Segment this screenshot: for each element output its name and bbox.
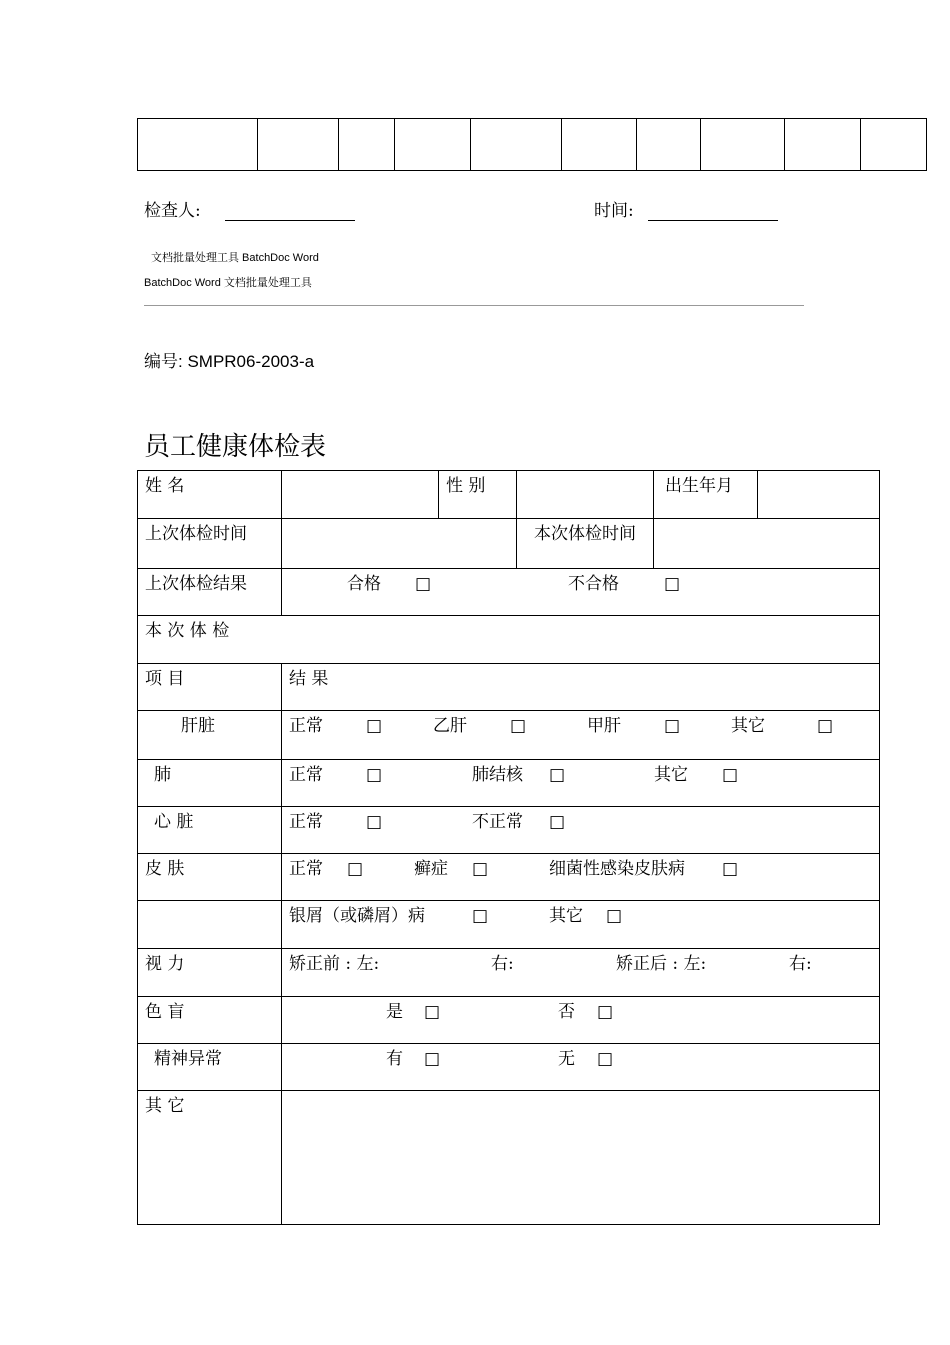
this-exam-time-input[interactable]	[654, 519, 880, 569]
mental-yes-checkbox[interactable]: □	[424, 1049, 441, 1069]
top-cell[interactable]	[395, 119, 471, 171]
top-cell[interactable]	[339, 119, 395, 171]
skin-normal-checkbox[interactable]: □	[347, 859, 364, 879]
heart-abnormal-checkbox[interactable]: □	[549, 812, 566, 832]
colorblind-no-checkbox[interactable]: □	[597, 1002, 614, 1022]
colorblind-yes-checkbox[interactable]: □	[424, 1002, 441, 1022]
heart-normal-label: 正常	[289, 812, 323, 832]
heart-abnormal-label: 不正常	[472, 812, 523, 832]
vision-after-right-label: 右:	[789, 954, 812, 974]
top-cell[interactable]	[637, 119, 701, 171]
skin-continued-cell	[138, 901, 282, 949]
other-label-cell	[138, 1091, 282, 1225]
mental-no-label: 无	[558, 1049, 575, 1069]
last-exam-result-label: 上次体检结果	[145, 574, 247, 594]
mental-yes-label: 有	[386, 1049, 403, 1069]
vision-before-right-label: 右:	[491, 954, 514, 974]
name-label: 姓 名	[145, 476, 185, 496]
result-label: 结 果	[289, 669, 329, 689]
liver-other-checkbox[interactable]: □	[817, 716, 834, 736]
colorblind-label: 色 盲	[145, 1002, 185, 1022]
time-signature-line[interactable]	[648, 202, 778, 221]
gender-input[interactable]	[517, 471, 654, 519]
vision-label-cell	[138, 949, 282, 997]
colorblind-label-cell	[138, 997, 282, 1044]
page-title: 员工健康体检表	[144, 432, 327, 462]
lung-other-checkbox[interactable]: □	[722, 765, 739, 785]
section-header: 本 次 体 检	[145, 621, 230, 641]
this-exam-time-label-cell	[517, 519, 654, 569]
other-label: 其 它	[145, 1096, 185, 1116]
colorblind-options	[282, 997, 880, 1044]
skin-options	[282, 854, 880, 901]
gender-label-cell	[439, 471, 517, 519]
lung-tb-label: 肺结核	[472, 765, 523, 785]
colorblind-yes-label: 是	[386, 1002, 403, 1022]
inspector-signature-line[interactable]	[225, 202, 355, 221]
lung-normal-checkbox[interactable]: □	[366, 765, 383, 785]
watermark-line-2: BatchDoc Word 文档批量处理工具	[144, 277, 312, 289]
heart-label-cell	[138, 807, 282, 854]
inspector-label: 检查人:	[144, 201, 201, 221]
colorblind-no-label: 否	[558, 1002, 575, 1022]
watermark-line-1: 文档批量处理工具 BatchDoc Word	[151, 252, 319, 264]
other-input[interactable]	[282, 1091, 880, 1225]
liver-other-label: 其它	[731, 716, 765, 736]
mental-label-cell	[138, 1044, 282, 1091]
result-label-cell	[282, 664, 880, 711]
top-empty-table	[137, 118, 927, 171]
item-label-cell	[138, 664, 282, 711]
last-exam-result-options	[282, 569, 880, 616]
health-exam-form	[137, 470, 880, 1225]
top-cell[interactable]	[258, 119, 339, 171]
lung-label: 肺	[154, 765, 171, 785]
vision-after-left-label: 矫正后 : 左:	[616, 954, 707, 974]
inspector-row	[144, 196, 355, 221]
name-input[interactable]	[282, 471, 439, 519]
skin-ringworm-label: 癣症	[414, 859, 448, 879]
lung-other-label: 其它	[654, 765, 688, 785]
mental-label: 精神异常	[154, 1049, 222, 1069]
top-cell[interactable]	[562, 119, 637, 171]
liver-hepb-checkbox[interactable]: □	[510, 716, 527, 736]
skin-label: 皮 肤	[145, 859, 185, 879]
liver-hepb-label: 乙肝	[433, 716, 467, 736]
time-row	[594, 196, 778, 221]
lung-tb-checkbox[interactable]: □	[549, 765, 566, 785]
birth-label-cell	[654, 471, 758, 519]
liver-hepa-checkbox[interactable]: □	[664, 716, 681, 736]
liver-label-cell	[138, 711, 282, 760]
fail-label: 不合格	[568, 574, 619, 594]
time-label: 时间:	[594, 201, 634, 221]
lung-options	[282, 760, 880, 807]
skin-normal-label: 正常	[289, 859, 323, 879]
lung-label-cell	[138, 760, 282, 807]
skin-psoriasis-checkbox[interactable]: □	[472, 906, 489, 926]
liver-label: 肝脏	[181, 716, 215, 736]
last-exam-time-label-cell	[138, 519, 282, 569]
divider	[144, 305, 804, 306]
pass-checkbox[interactable]: □	[415, 574, 432, 594]
top-cell[interactable]	[471, 119, 562, 171]
heart-label: 心 脏	[154, 812, 194, 832]
top-cell[interactable]	[701, 119, 785, 171]
liver-options	[282, 711, 880, 760]
vision-before-left-label: 矫正前 : 左:	[289, 954, 380, 974]
last-exam-result-label-cell	[138, 569, 282, 616]
skin-other-label: 其它	[549, 906, 583, 926]
top-cell[interactable]	[861, 119, 927, 171]
name-label-cell	[138, 471, 282, 519]
vision-label: 视 力	[145, 954, 185, 974]
item-label: 项 目	[145, 669, 185, 689]
lung-normal-label: 正常	[289, 765, 323, 785]
liver-normal-checkbox[interactable]: □	[366, 716, 383, 736]
skin-options-2	[282, 901, 880, 949]
section-header-cell	[138, 616, 880, 664]
skin-other-checkbox[interactable]: □	[606, 906, 623, 926]
skin-psoriasis-label: 银屑（或磷屑）病	[289, 906, 425, 926]
skin-bacterial-label: 细菌性感染皮肤病	[549, 859, 685, 879]
heart-normal-checkbox[interactable]: □	[366, 812, 383, 832]
last-exam-time-input[interactable]	[282, 519, 517, 569]
gender-label: 性 别	[446, 476, 486, 496]
liver-normal-label: 正常	[289, 716, 323, 736]
skin-ringworm-checkbox[interactable]: □	[472, 859, 489, 879]
heart-options	[282, 807, 880, 854]
top-cell[interactable]	[785, 119, 861, 171]
birth-label: 出生年月	[665, 476, 733, 496]
doc-number: 编号: SMPR06-2003-a	[144, 352, 315, 371]
vision-fields	[282, 949, 880, 997]
skin-bacterial-checkbox[interactable]: □	[722, 859, 739, 879]
top-cell[interactable]	[138, 119, 258, 171]
pass-label: 合格	[347, 574, 381, 594]
birth-input[interactable]	[758, 471, 880, 519]
liver-hepa-label: 甲肝	[587, 716, 621, 736]
last-exam-time-label: 上次体检时间	[145, 524, 247, 544]
mental-options	[282, 1044, 880, 1091]
this-exam-time-label: 本次体检时间	[534, 524, 636, 544]
skin-label-cell	[138, 854, 282, 901]
mental-no-checkbox[interactable]: □	[597, 1049, 614, 1069]
fail-checkbox[interactable]: □	[664, 574, 681, 594]
